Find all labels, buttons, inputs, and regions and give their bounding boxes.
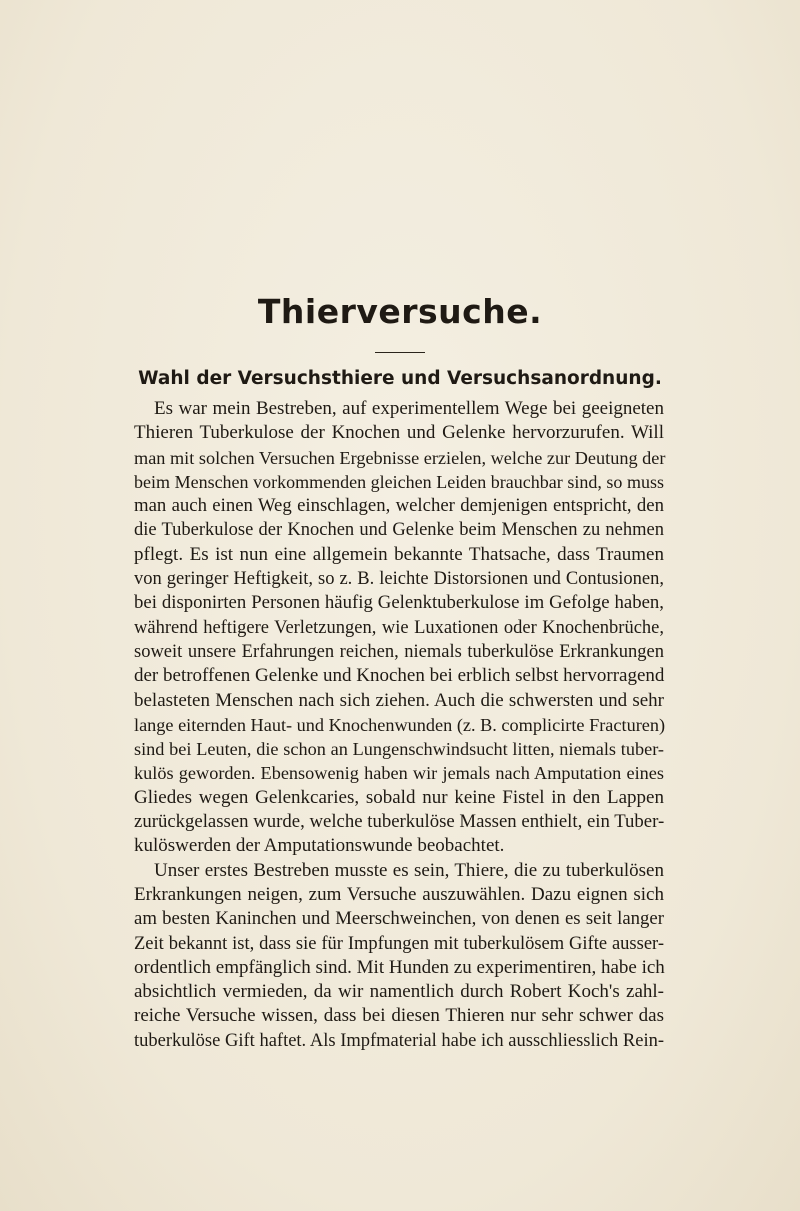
text-line: zurückgelassen wurde, welche tuberkulöse Massen enthielt, ein Tuber-	[134, 811, 665, 833]
text-line: Zeit bekannt ist, dass sie für Impfungen mit tuberkulösem Gifte ausser-	[134, 933, 664, 954]
text-line: Gliedes wegen Gelenkcaries, sobald nur keine Fistel in den Lappen	[134, 786, 664, 808]
text-line: Unser erstes Bestreben musste es sein, Thiere, die zu tuberkulösen	[154, 859, 664, 881]
body-text	[134, 397, 664, 1053]
title-divider	[375, 352, 425, 353]
text-line: sind bei Leuten, die schon an Lungenschwindsucht litten, niemals tuber-	[134, 739, 664, 760]
text-line: kulöswerden der Amputationswunde beobachtet.	[134, 835, 505, 857]
text-line: ordentlich empfänglich sind. Mit Hunden zu experimentiren, habe ich	[134, 956, 665, 978]
text-line: belasteten Menschen nach sich ziehen. Auch die schwersten und sehr	[134, 689, 664, 711]
text-line: bei disponirten Personen häufig Gelenktuberkulose im Gefolge haben,	[134, 592, 664, 614]
text-line: absichtlich vermieden, da wir namentlich durch Robert Koch's zahl-	[134, 981, 664, 1003]
text-line: reiche Versuche wissen, dass bei diesen Thieren nur sehr schwer das	[134, 1005, 664, 1027]
text-line: tuberkulöse Gift haftet. Als Impfmaterial habe ich ausschliesslich Rein-	[134, 1030, 664, 1051]
text-line: man mit solchen Versuchen Ergebnisse erzielen, welche zur Deutung der	[134, 447, 666, 468]
text-line: der betroffenen Gelenke und Knochen bei erblich selbst hervorragend	[134, 665, 665, 687]
text-line: beim Menschen vorkommenden gleichen Leiden brauchbar sind, so muss	[134, 471, 664, 492]
text-line: soweit unsere Erfahrungen reichen, niemals tuberkulöse Erkrankungen	[134, 641, 664, 662]
text-line: während heftigere Verletzungen, wie Luxationen oder Knochenbrüche,	[134, 617, 664, 638]
text-line: Es war mein Bestreben, auf experimentellem Wege bei geeigneten	[154, 398, 664, 419]
text-line: Erkrankungen neigen, zum Versuche auszuwählen. Dazu eignen sich	[134, 883, 664, 905]
text-line: am besten Kaninchen und Meerschweinchen, von denen es seit langer	[134, 908, 664, 930]
text-line: die Tuberkulose der Knochen und Gelenke beim Menschen zu nehmen	[134, 520, 664, 541]
text-line: man auch einen Weg einschlagen, welcher demjenigen entspricht, den	[134, 495, 664, 517]
page-title: Thierversuche.	[257, 292, 543, 331]
text-line: kulös geworden. Ebensowenig haben wir jemals nach Amputation eines	[134, 763, 664, 784]
section-heading: Wahl der Versuchsthiere und Versuchsanordnung.	[138, 368, 662, 389]
text-line: Thieren Tuberkulose der Knochen und Gelenke hervorzurufen. Will	[134, 422, 664, 444]
text-line: pflegt. Es ist nun eine allgemein bekannte Thatsache, dass Traumen	[134, 543, 664, 565]
text-line: lange eiternden Haut- und Knochenwunden (z. B. complicirte Fracturen)	[134, 714, 666, 735]
text-line: von geringer Heftigkeit, so z. B. leichte Distorsionen und Contusionen,	[134, 569, 664, 590]
